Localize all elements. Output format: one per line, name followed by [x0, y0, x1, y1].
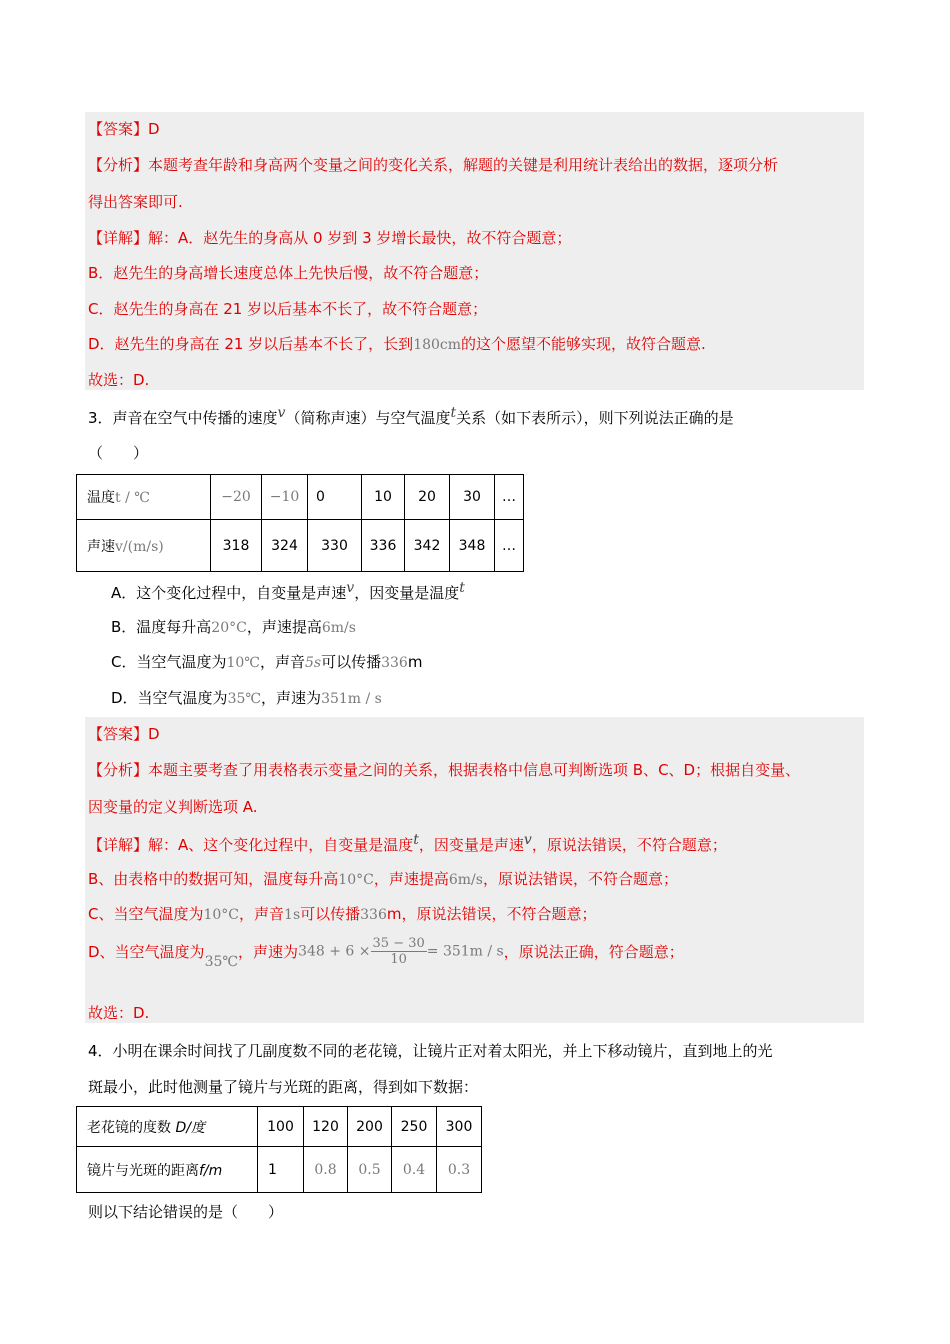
detail-text: ，原说法错误，不符合题意； — [531, 836, 727, 854]
option-text: C．当空气温度为 — [111, 653, 227, 671]
row-unit: v/(m/s) — [115, 538, 164, 555]
analysis-line-2: 因变量的定义判断选项 A. — [88, 798, 258, 816]
choose-line: 故选：D. — [88, 371, 150, 389]
row-header — [77, 520, 211, 572]
option-b — [111, 616, 356, 637]
detail-line-4 — [88, 333, 706, 354]
question-3-paren: （ ） — [88, 444, 149, 462]
math-value: 35℃ — [204, 954, 239, 970]
detail-line-1: 【详解】解：A．赵先生的身高从 0 岁到 3 岁增长最快，故不符合题意； — [88, 229, 572, 247]
math-value: 10°C — [203, 907, 240, 923]
question-4-after: 则以下结论错误的是（ ） — [88, 1203, 284, 1221]
sound-speed-table — [76, 474, 524, 572]
detail-line-3 — [88, 903, 597, 924]
lens-table — [76, 1106, 482, 1193]
table-cell: … — [495, 520, 524, 572]
table-cell: 250 — [392, 1107, 437, 1147]
option-text: ，声音 — [259, 653, 305, 671]
option-text: ，因变量是温度 — [354, 584, 460, 602]
stem-text: 3．声音在空气中传播的速度 — [88, 409, 278, 427]
row-label: 老花镜的度数 — [87, 1119, 171, 1136]
detail-text: ，声速为 — [238, 943, 299, 961]
math-expression: 348 + 6 × — [298, 943, 371, 960]
question-4-stem-1: 4．小明在课余时间找了几副度数不同的老花镜，让镜片正对着太阳光，并上下移动镜片，直到地上的光 — [88, 1042, 773, 1060]
table-row — [77, 520, 524, 572]
math-value: 351m / s — [321, 691, 382, 707]
option-text: D．当空气温度为 — [111, 689, 228, 707]
table-row — [77, 1147, 482, 1193]
solution-block-2 — [85, 717, 864, 1023]
math-value: 336 — [381, 655, 408, 671]
detail-text: D、当空气温度为 — [88, 943, 205, 961]
table-cell: −10 — [262, 475, 308, 520]
math-expression: = 351m / s — [426, 943, 504, 960]
math-value: 35℃ — [227, 691, 262, 707]
question-3-stem — [88, 405, 734, 428]
detail-line-2 — [88, 868, 678, 889]
fraction — [371, 936, 427, 967]
table-cell: 20 — [405, 475, 450, 520]
row-header — [77, 1107, 258, 1147]
detail-text: ，原说法正确，符合题意； — [503, 943, 684, 961]
table-cell: 0 — [308, 475, 362, 520]
table-cell: … — [495, 475, 524, 520]
detail-text: m，原说法错误，不符合题意； — [386, 905, 597, 923]
table-cell: 336 — [362, 520, 405, 572]
analysis-line-1: 【分析】本题主要考查了用表格表示变量之间的关系，根据表格中信息可判断选项 B、C、D；根据自变量、 — [88, 761, 801, 779]
var-t: t — [450, 405, 457, 421]
row-unit: D/度 — [175, 1119, 205, 1136]
math-value: 1s — [284, 907, 301, 923]
math-value: 20°C — [211, 620, 247, 636]
math-value: 10°C — [338, 872, 374, 888]
option-text: m — [407, 653, 423, 671]
detail-line-1 — [88, 832, 727, 855]
row-unit: f/m — [199, 1162, 223, 1179]
answer-line: 【答案】D — [88, 120, 160, 138]
row-header — [77, 475, 211, 520]
table-cell: 324 — [262, 520, 308, 572]
option-d — [111, 687, 382, 708]
stem-text: 关系（如下表所示），则下列说法正确的是 — [456, 409, 734, 427]
var-t: t — [413, 832, 419, 848]
detail-text: C、当空气温度为 — [88, 905, 204, 923]
choose-line: 故选：D. — [88, 1004, 150, 1022]
table-cell: −20 — [211, 475, 262, 520]
var-v: v — [346, 580, 355, 596]
question-4-stem-2: 斑最小，此时他测量了镜片与光斑的距离，得到如下数据： — [88, 1078, 479, 1096]
table-cell: 300 — [437, 1107, 482, 1147]
table-cell: 0.3 — [437, 1147, 482, 1193]
var-v: v — [277, 405, 286, 421]
table-cell: 100 — [258, 1107, 304, 1147]
option-text: B．温度每升高 — [111, 618, 212, 636]
table-cell: 0.8 — [304, 1147, 348, 1193]
option-a — [111, 580, 465, 603]
var-v: v — [523, 832, 532, 848]
table-cell: 0.4 — [392, 1147, 437, 1193]
math-height: 180cm — [413, 337, 462, 353]
analysis-line-2: 得出答案即可. — [88, 193, 183, 211]
fraction-numerator: 35 − 30 — [372, 936, 425, 951]
math-value: 6m/s — [448, 872, 483, 888]
row-label: 声速 — [87, 538, 115, 555]
row-unit: t / ℃ — [115, 490, 150, 506]
table-cell: 1 — [258, 1147, 304, 1193]
table-row — [77, 475, 524, 520]
table-cell: 200 — [348, 1107, 392, 1147]
table-cell: 120 — [304, 1107, 348, 1147]
fraction-denominator: 10 — [390, 952, 407, 967]
row-label: 镜片与光斑的距离 — [87, 1162, 199, 1179]
detail-line-4 — [88, 936, 684, 970]
table-cell: 30 — [450, 475, 495, 520]
detail-text: 【详解】解：A、这个变化过程中，自变量是温度 — [88, 836, 414, 854]
answer-line: 【答案】D — [88, 725, 160, 743]
detail-text: D．赵先生的身高在 21 岁以后基本不长了，长到 — [88, 335, 414, 353]
option-c — [111, 651, 422, 672]
analysis-line-1: 【分析】本题考查年龄和身高两个变量之间的变化关系，解题的关键是利用统计表给出的数据，逐项分析 — [88, 156, 779, 174]
math-value: 10℃ — [226, 655, 260, 671]
table-cell: 318 — [211, 520, 262, 572]
detail-text: ，原说法错误，不符合题意； — [482, 870, 678, 888]
stem-text: （简称声速）与空气温度 — [285, 409, 451, 427]
table-cell: 10 — [362, 475, 405, 520]
solution-block-1 — [85, 112, 864, 390]
table-cell: 0.5 — [348, 1147, 392, 1193]
detail-text: 的这个愿望不能够实现，故符合题意. — [461, 335, 706, 353]
row-label: 温度 — [87, 490, 115, 506]
math-value: 336 — [360, 907, 387, 923]
table-cell: 348 — [450, 520, 495, 572]
detail-line-2: B．赵先生的身高增长速度总体上先快后慢，故不符合题意； — [88, 264, 489, 282]
detail-text: ，因变量是声速 — [418, 836, 524, 854]
detail-text: ，声速提高 — [373, 870, 449, 888]
detail-text: B、由表格中的数据可知，温度每升高 — [88, 870, 339, 888]
math-value: 6m/s — [321, 620, 356, 636]
table-row — [77, 1107, 482, 1147]
option-text: 可以传播 — [321, 653, 382, 671]
table-cell: 330 — [308, 520, 362, 572]
detail-text: ，声音 — [239, 905, 285, 923]
var-t: t — [459, 580, 465, 596]
math-value: 5s — [304, 655, 322, 671]
option-text: ，声速提高 — [246, 618, 322, 636]
row-header — [77, 1147, 258, 1193]
option-text: ，声速为 — [261, 689, 322, 707]
option-text: A．这个变化过程中，自变量是声速 — [111, 584, 347, 602]
detail-text: 可以传播 — [300, 905, 361, 923]
table-cell: 342 — [405, 520, 450, 572]
detail-line-3: C．赵先生的身高在 21 岁以后基本不长了，故不符合题意； — [88, 300, 488, 318]
